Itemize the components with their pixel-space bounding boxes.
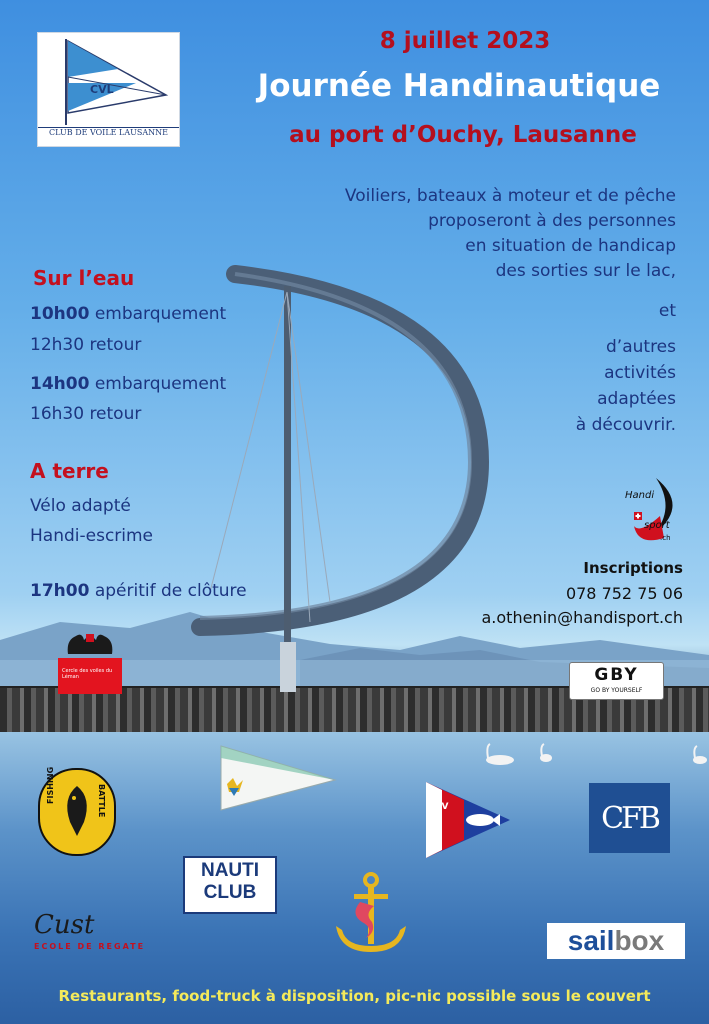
nautic-club-logo <box>183 856 277 914</box>
handisport-logo <box>620 476 684 552</box>
event-location: au port d’Ouchy, Lausanne <box>289 122 637 148</box>
fish-icon <box>60 784 94 838</box>
slot-label: embarquement <box>89 374 227 394</box>
footer-note: Restaurants, food-truck à disposition, pic-nic possible sous le couvert <box>58 987 651 1005</box>
land-item: Vélo adapté <box>30 496 131 516</box>
cvl-abbr: CVL <box>90 83 114 96</box>
schedule-slot <box>30 374 226 394</box>
intro-line: des sorties sur le lac, <box>495 261 676 281</box>
sail-sculpture-image <box>180 262 500 702</box>
water-heading: Sur l’eau <box>33 266 135 290</box>
schedule-slot <box>30 304 226 324</box>
schedule-slot <box>30 335 141 355</box>
cvl-logo <box>37 32 180 147</box>
cercle-name: Cercle des voiles du Léman <box>62 668 113 680</box>
cvl-flag-icon <box>38 33 179 127</box>
apv-letters: APV <box>428 802 449 812</box>
nautic-line1: NAUTI <box>200 860 260 881</box>
registration-email[interactable]: a.othenin@handisport.ch <box>481 608 683 627</box>
lion-crest-icon <box>58 628 122 658</box>
fishing-right: BATTLE <box>97 784 106 818</box>
gby-name: GBY <box>594 665 639 685</box>
registration-label: Inscriptions <box>583 559 683 577</box>
slot-label: embarquement <box>89 304 227 324</box>
swans-image <box>482 742 709 768</box>
handisport-top: Handi <box>625 490 655 501</box>
apv-flag-icon <box>424 780 512 860</box>
event-date: 8 juillet 2023 <box>379 28 551 54</box>
more-line: activités <box>604 363 676 383</box>
cust-name: Cust <box>34 910 95 940</box>
intro-line: en situation de handicap <box>465 236 676 256</box>
nautic-line2: CLUB <box>203 882 257 903</box>
closing-apero <box>30 581 247 601</box>
fishing-battle-logo <box>38 768 116 856</box>
slot-label: 12h30 retour <box>30 335 142 355</box>
more-line: et <box>658 301 676 321</box>
club-pennant-icon <box>219 744 337 812</box>
registration-phone: 078 752 75 06 <box>565 584 683 603</box>
closing-label: apéritif de clôture <box>89 581 247 601</box>
anchor-icon <box>330 872 412 958</box>
gby-logo <box>569 662 664 700</box>
more-activities-text <box>500 298 676 438</box>
land-heading: A terre <box>30 459 109 483</box>
sailbox-part1: sail <box>567 925 615 956</box>
fishing-left: FISHING <box>46 766 55 804</box>
handisport-suffix: .ch <box>660 534 671 542</box>
slot-label: 16h30 retour <box>30 404 142 424</box>
land-item: Handi-escrime <box>30 526 154 546</box>
intro-line: proposeront à des personnes <box>428 211 676 231</box>
more-line: adaptées <box>597 389 676 409</box>
cust-logo <box>34 910 174 954</box>
intro-line: Voiliers, bateaux à moteur et de pêche <box>344 186 676 206</box>
intro-paragraph <box>300 184 676 284</box>
closing-time: 17h00 <box>30 581 90 601</box>
apv-logo <box>424 780 512 860</box>
cust-subtitle: ECOLE DE REGATE <box>34 942 146 951</box>
more-line: d’autres <box>606 337 676 357</box>
more-line: à découvrir. <box>575 415 676 435</box>
sailbox-logo <box>547 923 685 959</box>
gby-tagline: GO BY YOURSELF <box>590 687 643 694</box>
sailbox-part2: box <box>614 925 665 956</box>
handisport-bottom: sport <box>644 520 670 531</box>
page-title: Journée Handinautique <box>257 68 661 104</box>
cvl-name: CLUB DE VOILE LAUSANNE <box>38 127 179 137</box>
cfb-logo <box>589 783 670 853</box>
cfb-letters: CFB <box>601 800 658 836</box>
slot-time: 14h00 <box>30 374 90 394</box>
cercle-logo <box>58 628 122 694</box>
schedule-slot <box>30 404 141 424</box>
slot-time: 10h00 <box>30 304 90 324</box>
handisport-swoosh-icon <box>620 476 684 552</box>
